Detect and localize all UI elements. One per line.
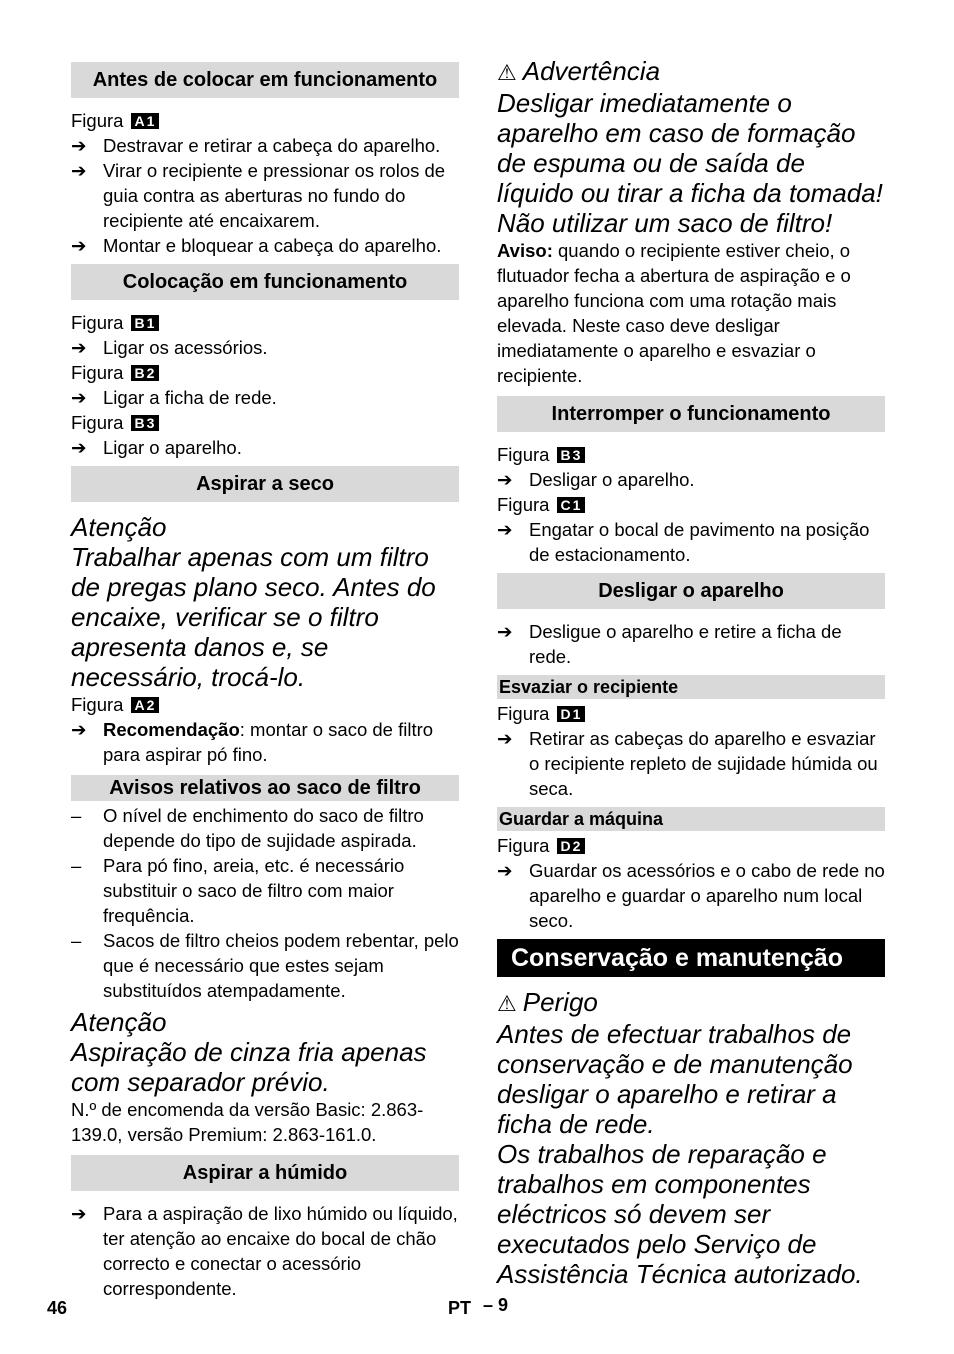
arrow-right-icon: ➔ [71, 235, 87, 256]
step-item [497, 619, 885, 669]
figure-badge: B1 [131, 315, 159, 331]
section-heading-antes: Antes de colocar em funcionamento [71, 62, 459, 98]
figure-badge: A1 [131, 113, 159, 129]
dash-bullet: – [71, 855, 82, 876]
figure-label: Figura [71, 312, 124, 333]
figure-ref [71, 108, 459, 133]
warning-triangle-icon: ⚠ [497, 60, 517, 85]
attention-title: Atenção [71, 512, 167, 542]
chapter-heading-conservacao: Conservação e manutenção [497, 939, 885, 977]
warning-body: Desligar imediatamente o aparelho em caso de formação de espuma ou de saída de líquido ou tirar a ficha da tomada! Não utilizar um saco de filtro! [497, 88, 883, 238]
figure-badge: B3 [557, 447, 585, 463]
left-column [71, 62, 459, 1301]
arrow-right-icon: ➔ [71, 719, 87, 740]
dash-bullet: – [71, 930, 82, 951]
list-text: Para pó fino, areia, etc. é necessário substituir o saco de filtro com maior frequência. [103, 855, 405, 926]
step-item [71, 133, 459, 158]
step-item [497, 726, 885, 801]
danger-body: Antes de efectuar trabalhos de conservação e de manutenção desligar o aparelho e retirar a ficha de rede. [497, 1019, 853, 1139]
arrow-right-icon: ➔ [71, 387, 87, 408]
step-item [497, 467, 885, 492]
step-item [71, 717, 459, 767]
order-number-text: N.º de encomenda da versão Basic: 2.863-139.0, versão Premium: 2.863-161.0. [71, 1099, 424, 1145]
section-heading-desligar: Desligar o aparelho [497, 573, 885, 609]
arrow-right-icon: ➔ [497, 621, 513, 642]
figure-label: Figura [497, 835, 550, 856]
figure-badge: B3 [131, 415, 159, 431]
step-item [71, 158, 459, 233]
danger-body: Os trabalhos de reparação e trabalhos em componentes eléctricos só devem ser executados pelo Serviço de Assistência Técnica autorizado. [497, 1139, 863, 1289]
figure-ref [71, 310, 459, 335]
figure-badge: D1 [557, 706, 585, 722]
step-text: Desligue o aparelho e retire a ficha de rede. [529, 621, 842, 667]
figure-label: Figura [71, 694, 124, 715]
figure-label: Figura [497, 444, 550, 465]
arrow-right-icon: ➔ [497, 860, 513, 881]
figure-ref [497, 701, 885, 726]
recommendation-label: Recomendação [103, 719, 240, 740]
figure-label: Figura [71, 362, 124, 383]
step-item [71, 435, 459, 460]
arrow-right-icon: ➔ [497, 469, 513, 490]
figure-ref [497, 833, 885, 858]
step-item [497, 517, 885, 567]
arrow-right-icon: ➔ [71, 337, 87, 358]
list-text: Sacos de filtro cheios podem rebentar, pelo que é necessário que estes sejam substituídos atempadamente. [103, 930, 459, 1001]
section-heading-avisos: Avisos relativos ao saco de filtro [71, 775, 459, 801]
subsection-heading-guardar: Guardar a máquina [497, 807, 885, 831]
page-number: 46 [47, 1298, 68, 1318]
attention-body: Aspiração de cinza fria apenas com separador prévio. [71, 1037, 427, 1097]
step-text: Retirar as cabeças do aparelho e esvaziar o recipiente repleto de sujidade húmida ou seca. [529, 728, 878, 799]
figure-badge: C1 [557, 497, 585, 513]
recommendation-text: : montar o saco de filtro para aspirar pó fino. [103, 719, 434, 765]
figure-badge: B2 [131, 365, 159, 381]
right-column [497, 56, 885, 1289]
section-heading-humido: Aspirar a húmido [71, 1155, 459, 1191]
figure-label: Figura [71, 412, 124, 433]
section-heading-seco: Aspirar a seco [71, 466, 459, 502]
step-item [71, 233, 459, 258]
figure-label: Figura [497, 703, 550, 724]
figure-ref [71, 410, 459, 435]
step-text: Ligar os acessórios. [103, 337, 268, 358]
notice-label: Aviso: [497, 240, 553, 261]
figure-badge: A2 [131, 697, 159, 713]
list-item [71, 853, 459, 928]
figure-label: Figura [497, 494, 550, 515]
section-heading-colocacao: Colocação em funcionamento [71, 264, 459, 300]
arrow-right-icon: ➔ [497, 519, 513, 540]
dash-bullet: – [71, 805, 82, 826]
arrow-right-icon: ➔ [71, 437, 87, 458]
step-item [71, 1201, 459, 1301]
step-text: Ligar a ficha de rede. [103, 387, 277, 408]
attention-body: Trabalhar apenas com um filtro de pregas plano seco. Antes do encaixe, verificar se o filtro apresenta danos e, se necessário, trocá-lo. [71, 542, 436, 692]
language-page-number: – 9 [483, 1295, 509, 1315]
warning-title: ⚠ Advertência [497, 56, 661, 86]
figure-ref [497, 492, 885, 517]
language-code: PT [448, 1298, 472, 1318]
figure-label: Figura [71, 110, 124, 131]
step-text: Ligar o aparelho. [103, 437, 242, 458]
figure-ref [71, 692, 459, 717]
arrow-right-icon: ➔ [71, 160, 87, 181]
figure-ref [497, 442, 885, 467]
figure-badge: D2 [557, 838, 585, 854]
figure-ref [71, 360, 459, 385]
notice-text: Aviso: quando o recipiente estiver cheio, o flutuador fecha a abertura de aspiração e o aparelho funciona com uma rotação mais elevada. Neste caso deve desligar imediatamente o aparelho e esvaziar o recipiente. [497, 240, 851, 386]
step-text: Montar e bloquear a cabeça do aparelho. [103, 235, 442, 256]
attention-title: Atenção [71, 1007, 167, 1037]
arrow-right-icon: ➔ [71, 135, 87, 156]
arrow-right-icon: ➔ [497, 728, 513, 749]
step-item [71, 335, 459, 360]
step-text: Engatar o bocal de pavimento na posição de estacionamento. [529, 519, 870, 565]
step-text: Desligar o aparelho. [529, 469, 695, 490]
section-heading-interromper: Interromper o funcionamento [497, 396, 885, 432]
arrow-right-icon: ➔ [71, 1203, 87, 1224]
step-text: Destravar e retirar a cabeça do aparelho. [103, 135, 441, 156]
list-item [71, 803, 459, 853]
step-item [497, 858, 885, 933]
subsection-heading-esvaziar: Esvaziar o recipiente [497, 675, 885, 699]
step-text: Virar o recipiente e pressionar os rolos de guia contra as aberturas no fundo do recipiente até encaixarem. [103, 160, 446, 231]
warning-triangle-icon: ⚠ [497, 991, 517, 1016]
step-text: Para a aspiração de lixo húmido ou líquido, ter atenção ao encaixe do bocal de chão correcto e conectar o acessório correspondente. [103, 1203, 458, 1299]
list-item [71, 928, 459, 1003]
step-text: Guardar os acessórios e o cabo de rede no aparelho e guardar o aparelho num local seco. [529, 860, 885, 931]
list-text: O nível de enchimento do saco de filtro depende do tipo de sujidade aspirada. [103, 805, 424, 851]
step-item [71, 385, 459, 410]
danger-title: ⚠ Perigo [497, 987, 598, 1017]
